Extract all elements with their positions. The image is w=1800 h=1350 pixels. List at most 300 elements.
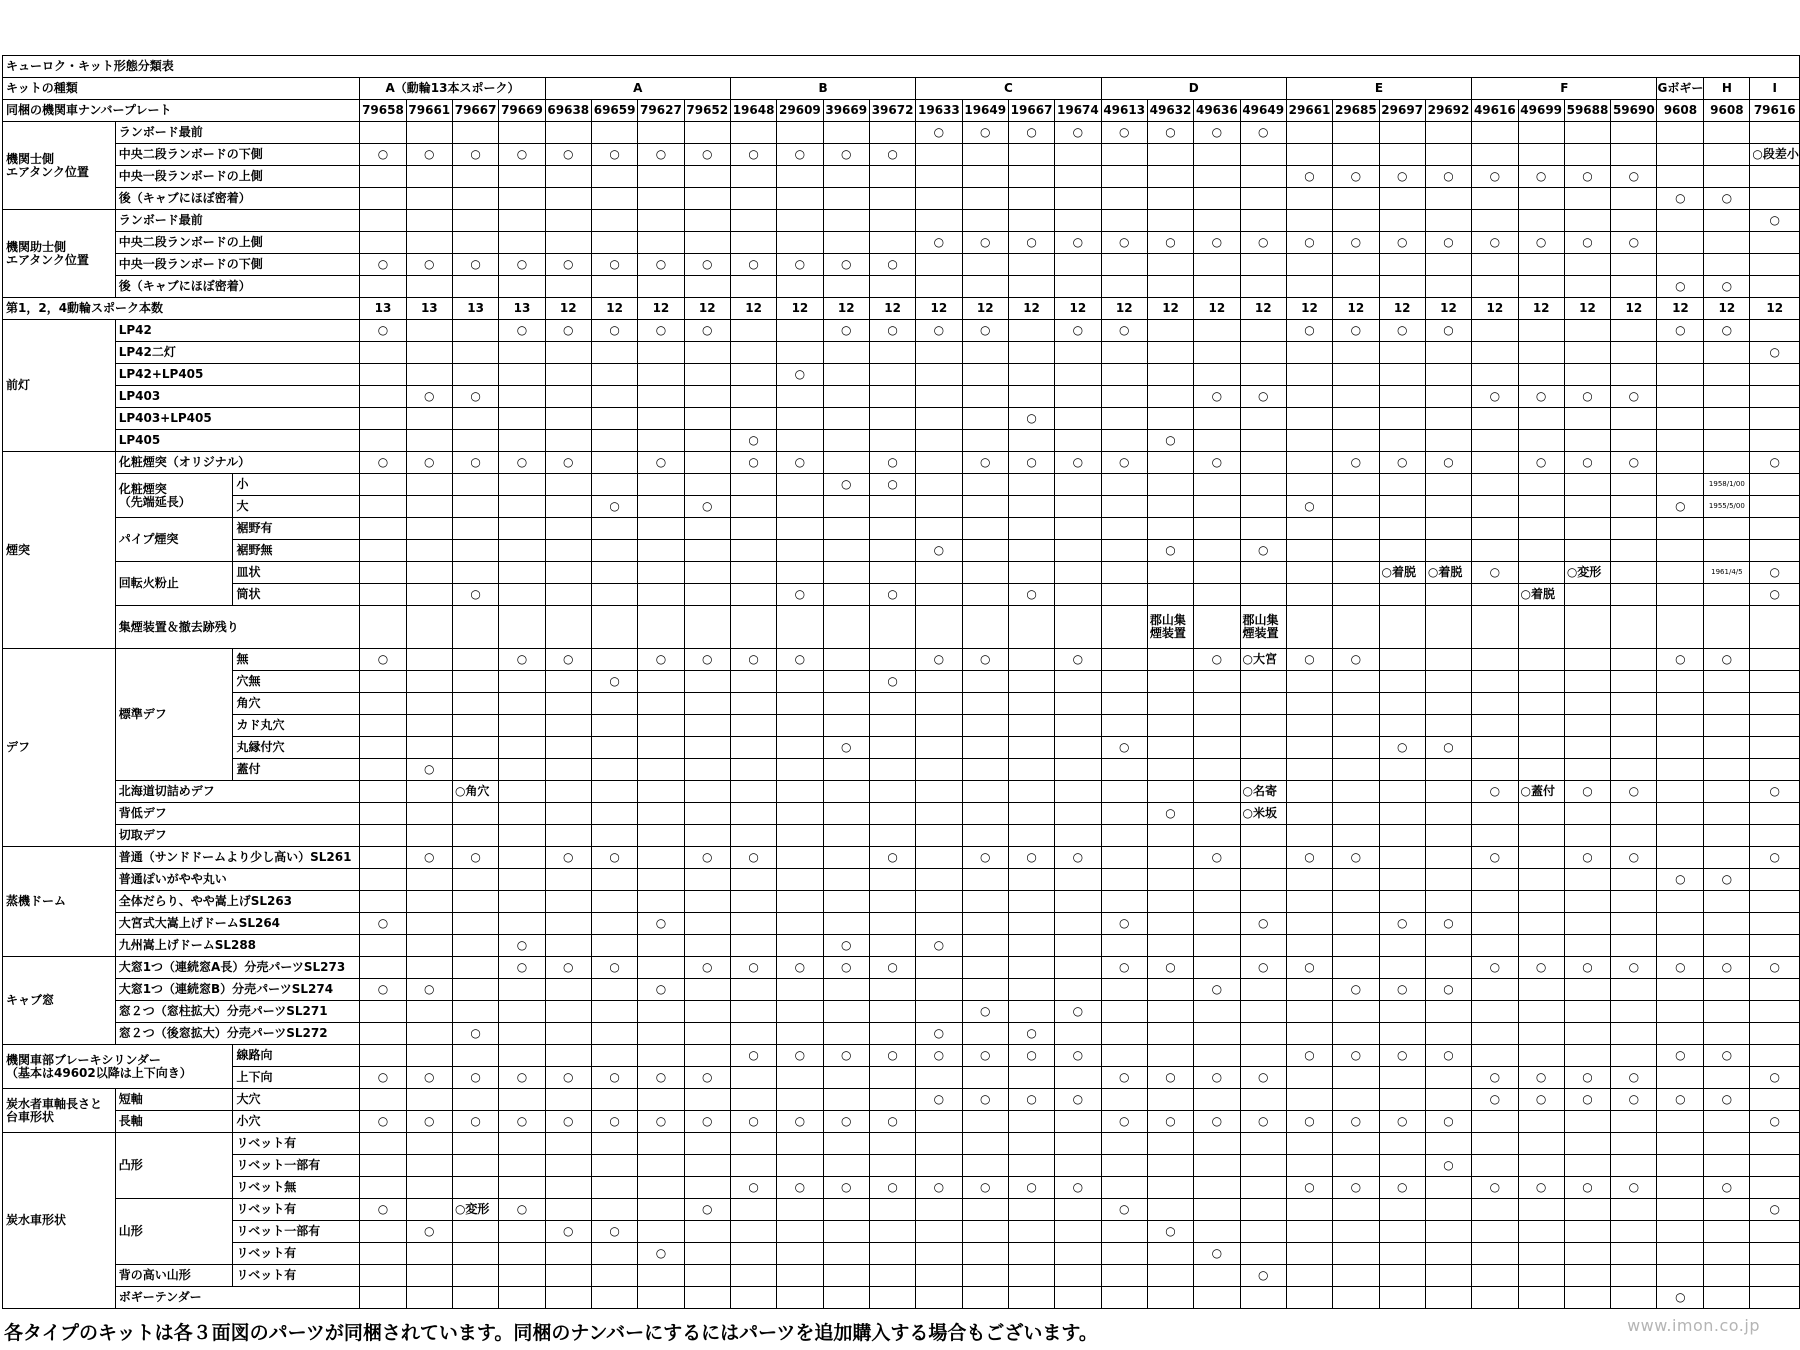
empty-cell <box>823 1287 869 1309</box>
empty-cell <box>1101 1287 1147 1309</box>
table-cell: ○ <box>360 1199 406 1221</box>
empty-cell <box>591 210 637 232</box>
empty-cell <box>684 232 730 254</box>
empty-cell <box>869 562 915 584</box>
empty-cell <box>545 979 591 1001</box>
empty-cell <box>1286 540 1332 562</box>
table-cell: ○ <box>1286 1045 1332 1067</box>
empty-cell <box>1194 913 1240 935</box>
table-cell: ○ <box>1472 781 1518 803</box>
empty-cell <box>1055 825 1101 847</box>
table-cell: ○ <box>1564 452 1610 474</box>
empty-cell <box>777 891 823 913</box>
empty-cell <box>1472 1221 1518 1243</box>
empty-cell <box>1147 693 1193 715</box>
empty-cell <box>1147 1089 1193 1111</box>
empty-cell <box>452 1045 498 1067</box>
empty-cell <box>684 979 730 1001</box>
empty-cell <box>730 1155 776 1177</box>
table-cell: ○ <box>1240 386 1286 408</box>
number-plate-header: 79661 <box>406 100 452 122</box>
empty-cell <box>777 935 823 957</box>
table-cell: ○ <box>406 1067 452 1089</box>
empty-cell <box>1240 452 1286 474</box>
table-cell: ○ <box>1333 1111 1379 1133</box>
table-cell: ○ <box>916 649 962 671</box>
empty-cell <box>591 342 637 364</box>
table-cell: ○ <box>1425 1045 1471 1067</box>
empty-cell <box>1518 144 1564 166</box>
empty-cell <box>962 1111 1008 1133</box>
empty-cell <box>1101 430 1147 452</box>
empty-cell <box>638 342 684 364</box>
empty-cell <box>823 562 869 584</box>
empty-cell <box>1333 737 1379 759</box>
table-cell: ○ <box>406 1221 452 1243</box>
empty-cell <box>545 496 591 518</box>
empty-cell <box>1333 122 1379 144</box>
number-plate-header: 59688 <box>1564 100 1610 122</box>
empty-cell <box>730 166 776 188</box>
table-cell: 12 <box>869 298 915 320</box>
empty-cell <box>360 1243 406 1265</box>
empty-cell <box>1564 979 1610 1001</box>
empty-cell <box>545 386 591 408</box>
empty-cell <box>1240 1089 1286 1111</box>
empty-cell <box>452 891 498 913</box>
empty-cell <box>1101 1243 1147 1265</box>
empty-cell <box>1147 1265 1193 1287</box>
empty-cell <box>777 1243 823 1265</box>
empty-cell <box>360 1221 406 1243</box>
empty-cell <box>1147 584 1193 606</box>
empty-cell <box>1750 1023 1800 1045</box>
table-cell: ○ <box>1704 1089 1750 1111</box>
empty-cell <box>1750 803 1800 825</box>
number-plate-header: 79627 <box>638 100 684 122</box>
group-header: A（動輪13本スポーク） <box>360 78 545 100</box>
empty-cell <box>1008 891 1054 913</box>
empty-cell <box>1147 276 1193 298</box>
empty-cell <box>1704 737 1750 759</box>
empty-cell <box>1286 693 1332 715</box>
empty-cell <box>1101 1221 1147 1243</box>
empty-cell <box>499 715 545 737</box>
empty-cell <box>823 122 869 144</box>
empty-cell <box>1379 606 1425 649</box>
empty-cell <box>1611 1221 1657 1243</box>
empty-cell <box>1611 693 1657 715</box>
empty-cell <box>1101 144 1147 166</box>
empty-cell <box>360 342 406 364</box>
empty-cell <box>499 825 545 847</box>
empty-cell <box>1564 1155 1610 1177</box>
empty-cell <box>1518 474 1564 496</box>
empty-cell <box>1240 518 1286 540</box>
number-plate-header: 39669 <box>823 100 869 122</box>
empty-cell <box>1194 1045 1240 1067</box>
empty-cell <box>1240 188 1286 210</box>
empty-cell <box>1750 320 1800 342</box>
table-cell: ○ <box>545 254 591 276</box>
empty-cell <box>1194 1287 1240 1309</box>
empty-cell <box>1194 1199 1240 1221</box>
empty-cell <box>730 474 776 496</box>
empty-cell <box>1518 1199 1564 1221</box>
table-cell: ○ <box>1286 232 1332 254</box>
empty-cell <box>1611 144 1657 166</box>
table-cell: ○ <box>962 847 1008 869</box>
empty-cell <box>1750 1287 1800 1309</box>
table-cell: ○ <box>1750 1111 1800 1133</box>
empty-cell <box>962 386 1008 408</box>
table-cell: ○ <box>1472 166 1518 188</box>
table-cell: ○ <box>777 1177 823 1199</box>
empty-cell <box>1240 276 1286 298</box>
table-cell: ○ <box>823 957 869 979</box>
row-label: 中央二段ランボードの下側 <box>115 144 360 166</box>
row-label: 背の高い山形 <box>115 1265 233 1287</box>
table-cell: ○ <box>1286 166 1332 188</box>
empty-cell <box>823 803 869 825</box>
empty-cell <box>823 584 869 606</box>
empty-cell <box>452 957 498 979</box>
empty-cell <box>1564 1111 1610 1133</box>
table-cell: ○ <box>545 649 591 671</box>
empty-cell <box>777 320 823 342</box>
empty-cell <box>777 671 823 693</box>
empty-cell <box>1008 1155 1054 1177</box>
table-cell: ○ <box>1472 957 1518 979</box>
empty-cell <box>1240 562 1286 584</box>
empty-cell <box>1564 540 1610 562</box>
empty-cell <box>638 935 684 957</box>
table-cell: ○ <box>916 935 962 957</box>
empty-cell <box>823 606 869 649</box>
empty-cell <box>452 979 498 1001</box>
empty-cell <box>869 276 915 298</box>
empty-cell <box>1008 540 1054 562</box>
table-cell: ○ <box>1333 847 1379 869</box>
empty-cell <box>1101 803 1147 825</box>
empty-cell <box>1564 1265 1610 1287</box>
table-cell: ○ <box>1379 737 1425 759</box>
table-cell: ○ <box>823 1045 869 1067</box>
empty-cell <box>1657 1221 1704 1243</box>
table-cell: ○ <box>1657 320 1704 342</box>
empty-cell <box>1750 1265 1800 1287</box>
empty-cell <box>1472 1045 1518 1067</box>
empty-cell <box>1194 210 1240 232</box>
footer-note: 各タイプのキットは各３面図のパーツが同梱されています。同梱のナンバーにするにはパーツを追加購入する場合もございます。 <box>4 1322 1098 1344</box>
empty-cell <box>591 781 637 803</box>
empty-cell <box>777 803 823 825</box>
table-cell: ○ <box>591 1221 637 1243</box>
empty-cell <box>869 1023 915 1045</box>
table-cell: ○ <box>1657 869 1704 891</box>
empty-cell <box>360 759 406 781</box>
empty-cell <box>1611 496 1657 518</box>
empty-cell <box>1147 188 1193 210</box>
empty-cell <box>1657 979 1704 1001</box>
table-cell: ○ <box>962 649 1008 671</box>
table-cell: ○ <box>360 1067 406 1089</box>
empty-cell <box>1472 606 1518 649</box>
empty-cell <box>1518 649 1564 671</box>
empty-cell <box>1472 474 1518 496</box>
empty-cell <box>823 496 869 518</box>
empty-cell <box>730 518 776 540</box>
row-label: 大窓1つ（連続窓B）分売パーツSL274 <box>115 979 360 1001</box>
empty-cell <box>499 1265 545 1287</box>
empty-cell <box>823 276 869 298</box>
empty-cell <box>1657 232 1704 254</box>
table-cell: ○ <box>1055 1089 1101 1111</box>
empty-cell <box>1240 1287 1286 1309</box>
empty-cell <box>545 1265 591 1287</box>
table-cell: ○ <box>1008 408 1054 430</box>
table-cell: ○ <box>1518 1067 1564 1089</box>
empty-cell <box>499 1177 545 1199</box>
empty-cell <box>1611 210 1657 232</box>
table-cell: ○ <box>406 452 452 474</box>
empty-cell <box>1147 1177 1193 1199</box>
empty-cell <box>1518 693 1564 715</box>
table-cell: ○ <box>1333 649 1379 671</box>
empty-cell <box>869 649 915 671</box>
empty-cell <box>499 232 545 254</box>
empty-cell <box>1564 1045 1610 1067</box>
empty-cell <box>916 584 962 606</box>
table-cell: ○ <box>1750 584 1800 606</box>
empty-cell <box>1472 1155 1518 1177</box>
table-cell: ○ <box>1750 847 1800 869</box>
empty-cell <box>1286 342 1332 364</box>
empty-cell <box>406 715 452 737</box>
empty-cell <box>452 606 498 649</box>
empty-cell <box>406 891 452 913</box>
table-cell: ○ <box>591 320 637 342</box>
empty-cell <box>1286 1023 1332 1045</box>
empty-cell <box>1750 1089 1800 1111</box>
empty-cell <box>1657 1067 1704 1089</box>
empty-cell <box>1472 693 1518 715</box>
empty-cell <box>1008 1001 1054 1023</box>
empty-cell <box>1286 737 1332 759</box>
empty-cell <box>591 1155 637 1177</box>
table-cell: ○ <box>962 232 1008 254</box>
empty-cell <box>591 122 637 144</box>
table-cell: ○ <box>823 254 869 276</box>
empty-cell <box>916 408 962 430</box>
empty-cell <box>591 1177 637 1199</box>
empty-cell <box>1008 496 1054 518</box>
empty-cell <box>406 1001 452 1023</box>
empty-cell <box>916 166 962 188</box>
empty-cell <box>1240 496 1286 518</box>
empty-cell <box>869 496 915 518</box>
empty-cell <box>1704 1287 1750 1309</box>
empty-cell <box>1286 364 1332 386</box>
empty-cell <box>1194 474 1240 496</box>
empty-cell <box>1657 1001 1704 1023</box>
empty-cell <box>1564 122 1610 144</box>
table-cell: ○ <box>1611 847 1657 869</box>
table-cell: 郡山集 煙装置 <box>1240 606 1286 649</box>
empty-cell <box>1425 891 1471 913</box>
empty-cell <box>777 693 823 715</box>
empty-cell <box>1194 562 1240 584</box>
empty-cell <box>545 1155 591 1177</box>
empty-cell <box>545 430 591 452</box>
empty-cell <box>962 474 1008 496</box>
empty-cell <box>1286 408 1332 430</box>
empty-cell <box>916 1111 962 1133</box>
table-cell: ○ <box>1008 1089 1054 1111</box>
empty-cell <box>1008 144 1054 166</box>
table-cell: ○ <box>1008 232 1054 254</box>
empty-cell <box>1055 759 1101 781</box>
table-cell: ○ <box>1286 1177 1332 1199</box>
table-cell: ○ <box>1147 1067 1193 1089</box>
empty-cell <box>1194 957 1240 979</box>
table-cell: ○ <box>360 1111 406 1133</box>
empty-cell <box>1425 1067 1471 1089</box>
empty-cell <box>499 584 545 606</box>
empty-cell <box>1101 1089 1147 1111</box>
empty-cell <box>1008 518 1054 540</box>
empty-cell <box>1333 1199 1379 1221</box>
empty-cell <box>1472 496 1518 518</box>
table-cell: ○ <box>962 320 1008 342</box>
empty-cell <box>591 474 637 496</box>
empty-cell <box>591 1089 637 1111</box>
empty-cell <box>360 1177 406 1199</box>
empty-cell <box>452 540 498 562</box>
empty-cell <box>1425 496 1471 518</box>
number-plate-header: 29692 <box>1425 100 1471 122</box>
empty-cell <box>1704 364 1750 386</box>
empty-cell <box>1425 210 1471 232</box>
empty-cell <box>1101 935 1147 957</box>
empty-cell <box>1379 803 1425 825</box>
empty-cell <box>591 1199 637 1221</box>
empty-cell <box>406 693 452 715</box>
empty-cell <box>684 276 730 298</box>
empty-cell <box>1564 144 1610 166</box>
table-cell: ○ <box>545 1111 591 1133</box>
number-plate-header: 79616 <box>1750 100 1800 122</box>
empty-cell <box>1704 891 1750 913</box>
empty-cell <box>1055 715 1101 737</box>
empty-cell <box>1379 408 1425 430</box>
empty-cell <box>499 979 545 1001</box>
empty-cell <box>1286 210 1332 232</box>
empty-cell <box>1147 781 1193 803</box>
empty-cell <box>1240 1045 1286 1067</box>
empty-cell <box>1286 1089 1332 1111</box>
empty-cell <box>1055 474 1101 496</box>
empty-cell <box>1333 606 1379 649</box>
empty-cell <box>1750 1001 1800 1023</box>
empty-cell <box>684 671 730 693</box>
empty-cell <box>499 540 545 562</box>
table-cell: ○ <box>823 737 869 759</box>
empty-cell <box>1704 254 1750 276</box>
empty-cell <box>730 1067 776 1089</box>
empty-cell <box>1518 979 1564 1001</box>
empty-cell <box>916 364 962 386</box>
empty-cell <box>869 935 915 957</box>
empty-cell <box>499 1221 545 1243</box>
empty-cell <box>777 210 823 232</box>
empty-cell <box>1704 540 1750 562</box>
empty-cell <box>1564 342 1610 364</box>
empty-cell <box>684 913 730 935</box>
empty-cell <box>777 342 823 364</box>
table-cell: ○ <box>1194 649 1240 671</box>
empty-cell <box>499 188 545 210</box>
number-plate-header: 49649 <box>1240 100 1286 122</box>
empty-cell <box>499 496 545 518</box>
empty-cell <box>962 584 1008 606</box>
empty-cell <box>1240 584 1286 606</box>
table-cell: ○ <box>869 1177 915 1199</box>
empty-cell <box>1055 1243 1101 1265</box>
empty-cell <box>591 935 637 957</box>
empty-cell <box>638 1265 684 1287</box>
empty-cell <box>823 715 869 737</box>
row-label: 前灯 <box>3 320 116 452</box>
empty-cell <box>1333 1023 1379 1045</box>
empty-cell <box>1333 715 1379 737</box>
table-cell: ○ <box>823 1177 869 1199</box>
empty-cell <box>869 342 915 364</box>
empty-cell <box>591 649 637 671</box>
table-cell: ○ <box>1194 979 1240 1001</box>
empty-cell <box>1055 540 1101 562</box>
empty-cell <box>1611 869 1657 891</box>
empty-cell <box>684 1133 730 1155</box>
table-cell: 12 <box>777 298 823 320</box>
empty-cell <box>406 210 452 232</box>
empty-cell <box>638 737 684 759</box>
empty-cell <box>730 1243 776 1265</box>
empty-cell <box>1194 803 1240 825</box>
table-cell: 12 <box>684 298 730 320</box>
empty-cell <box>777 1221 823 1243</box>
empty-cell <box>360 1001 406 1023</box>
table-cell: ○ <box>1240 957 1286 979</box>
table-cell: ○ <box>1194 386 1240 408</box>
number-plate-header: 79652 <box>684 100 730 122</box>
empty-cell <box>1055 342 1101 364</box>
empty-cell <box>1611 825 1657 847</box>
empty-cell <box>1008 188 1054 210</box>
table-cell: ○ <box>1286 320 1332 342</box>
table-cell: ○ <box>962 122 1008 144</box>
empty-cell <box>1611 649 1657 671</box>
empty-cell <box>1055 210 1101 232</box>
empty-cell <box>545 1089 591 1111</box>
table-cell: ○ <box>1379 320 1425 342</box>
empty-cell <box>684 474 730 496</box>
empty-cell <box>499 869 545 891</box>
empty-cell <box>777 1287 823 1309</box>
empty-cell <box>823 1265 869 1287</box>
table-cell: ○ <box>545 957 591 979</box>
empty-cell <box>1101 715 1147 737</box>
